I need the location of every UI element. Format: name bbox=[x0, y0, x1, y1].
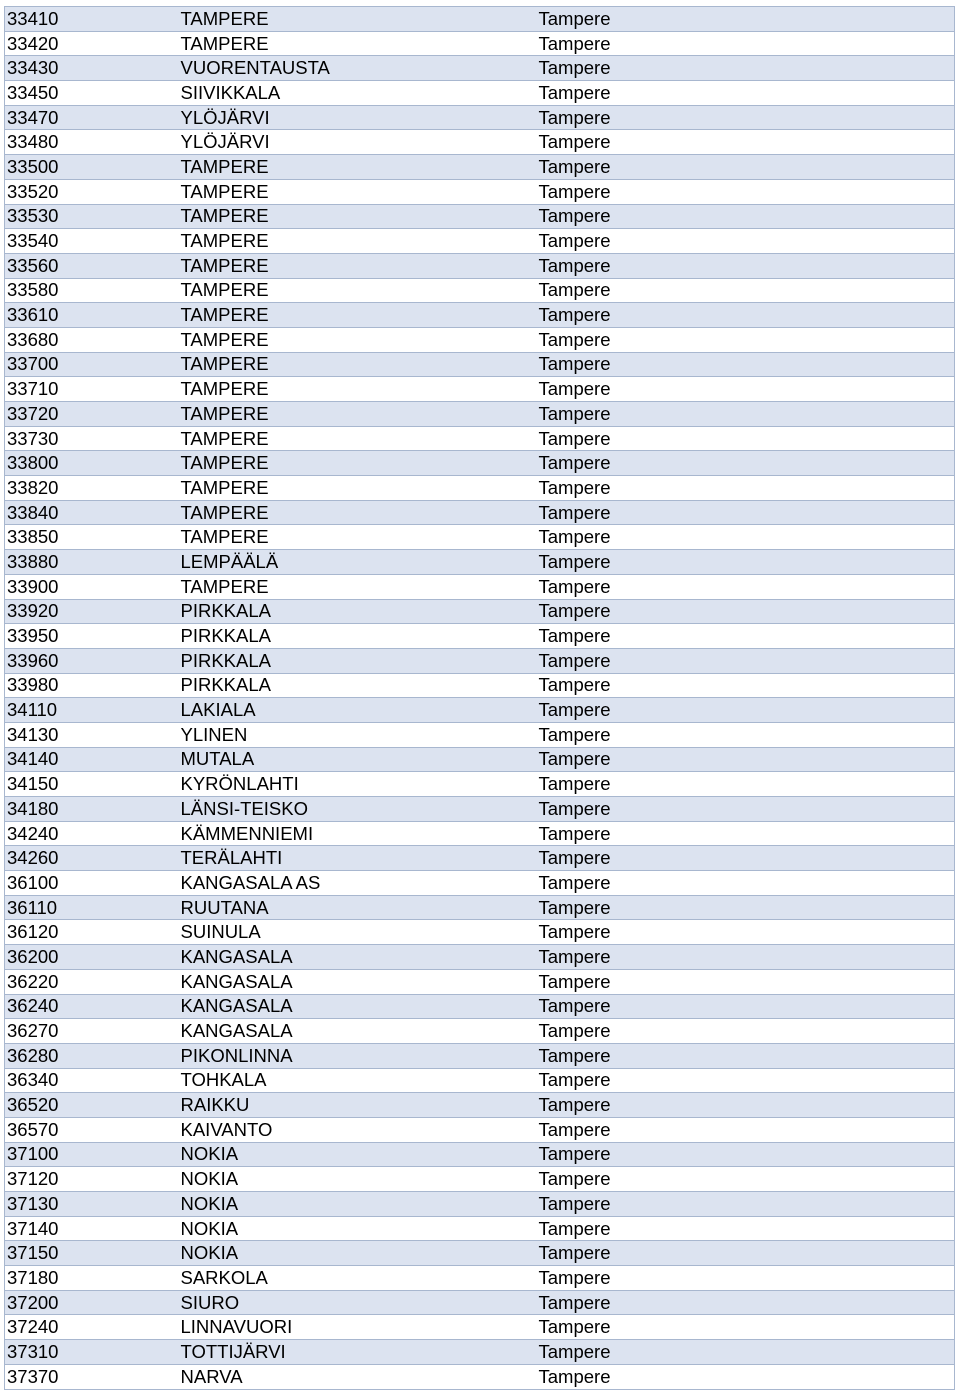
postal-code-cell: 33530 bbox=[5, 204, 179, 229]
region-cell: Tampere bbox=[537, 895, 955, 920]
table-row bbox=[5, 451, 955, 476]
place-name-cell: TAMPERE bbox=[179, 229, 537, 254]
postal-code-cell: 33960 bbox=[5, 648, 179, 673]
postal-code-cell: 36340 bbox=[5, 1068, 179, 1093]
place-name-cell: TAMPERE bbox=[179, 253, 537, 278]
postal-code-cell: 33480 bbox=[5, 130, 179, 155]
place-name-cell: TAMPERE bbox=[179, 500, 537, 525]
table-row bbox=[5, 155, 955, 180]
region-cell: Tampere bbox=[537, 81, 955, 106]
postal-code-cell: 37370 bbox=[5, 1364, 179, 1389]
region-cell: Tampere bbox=[537, 278, 955, 303]
postal-code-cell: 33850 bbox=[5, 525, 179, 550]
place-name-cell: TOHKALA bbox=[179, 1068, 537, 1093]
place-name-cell: TAMPERE bbox=[179, 426, 537, 451]
postal-code-cell: 34140 bbox=[5, 747, 179, 772]
place-name-cell: TAMPERE bbox=[179, 451, 537, 476]
region-cell: Tampere bbox=[537, 624, 955, 649]
place-name-cell: TOTTIJÄRVI bbox=[179, 1340, 537, 1365]
postal-code-table-body bbox=[5, 7, 955, 1390]
table-row bbox=[5, 253, 955, 278]
region-cell: Tampere bbox=[537, 1241, 955, 1266]
table-row bbox=[5, 994, 955, 1019]
region-cell: Tampere bbox=[537, 31, 955, 56]
table-row bbox=[5, 1093, 955, 1118]
postal-code-cell: 37120 bbox=[5, 1167, 179, 1192]
postal-code-cell: 33580 bbox=[5, 278, 179, 303]
postal-code-cell: 33730 bbox=[5, 426, 179, 451]
region-cell: Tampere bbox=[537, 451, 955, 476]
place-name-cell: NOKIA bbox=[179, 1192, 537, 1217]
table-row bbox=[5, 56, 955, 81]
region-cell: Tampere bbox=[537, 402, 955, 427]
postal-code-cell: 36220 bbox=[5, 969, 179, 994]
region-cell: Tampere bbox=[537, 772, 955, 797]
postal-code-cell: 33950 bbox=[5, 624, 179, 649]
region-cell: Tampere bbox=[537, 155, 955, 180]
table-row bbox=[5, 1364, 955, 1389]
place-name-cell: TAMPERE bbox=[179, 327, 537, 352]
table-row bbox=[5, 574, 955, 599]
region-cell: Tampere bbox=[537, 1192, 955, 1217]
place-name-cell: KÄMMENNIEMI bbox=[179, 821, 537, 846]
region-cell: Tampere bbox=[537, 377, 955, 402]
place-name-cell: TAMPERE bbox=[179, 377, 537, 402]
region-cell: Tampere bbox=[537, 1266, 955, 1291]
postal-code-cell: 33980 bbox=[5, 673, 179, 698]
postal-code-cell: 37180 bbox=[5, 1266, 179, 1291]
postal-code-cell: 33840 bbox=[5, 500, 179, 525]
place-name-cell: KANGASALA bbox=[179, 969, 537, 994]
table-row bbox=[5, 1192, 955, 1217]
table-row bbox=[5, 500, 955, 525]
table-row bbox=[5, 352, 955, 377]
region-cell: Tampere bbox=[537, 550, 955, 575]
place-name-cell: TAMPERE bbox=[179, 31, 537, 56]
place-name-cell: TAMPERE bbox=[179, 303, 537, 328]
place-name-cell: TAMPERE bbox=[179, 352, 537, 377]
postal-code-cell: 33500 bbox=[5, 155, 179, 180]
postal-code-cell: 36270 bbox=[5, 1019, 179, 1044]
postal-code-cell: 36520 bbox=[5, 1093, 179, 1118]
region-cell: Tampere bbox=[537, 722, 955, 747]
place-name-cell: VUORENTAUSTA bbox=[179, 56, 537, 81]
postal-code-cell: 33540 bbox=[5, 229, 179, 254]
place-name-cell: TAMPERE bbox=[179, 7, 537, 32]
postal-code-cell: 37200 bbox=[5, 1290, 179, 1315]
region-cell: Tampere bbox=[537, 105, 955, 130]
postal-code-cell: 33610 bbox=[5, 303, 179, 328]
table-row bbox=[5, 1315, 955, 1340]
region-cell: Tampere bbox=[537, 327, 955, 352]
postal-code-cell: 33710 bbox=[5, 377, 179, 402]
table-row bbox=[5, 426, 955, 451]
table-row bbox=[5, 797, 955, 822]
place-name-cell: NOKIA bbox=[179, 1241, 537, 1266]
postal-code-cell: 37140 bbox=[5, 1216, 179, 1241]
postal-code-cell: 36110 bbox=[5, 895, 179, 920]
place-name-cell: SIIVIKKALA bbox=[179, 81, 537, 106]
region-cell: Tampere bbox=[537, 1364, 955, 1389]
table-row bbox=[5, 179, 955, 204]
place-name-cell: LÄNSI-TEISKO bbox=[179, 797, 537, 822]
postal-code-cell: 33920 bbox=[5, 599, 179, 624]
region-cell: Tampere bbox=[537, 1167, 955, 1192]
table-row bbox=[5, 1043, 955, 1068]
postal-code-cell: 33680 bbox=[5, 327, 179, 352]
region-cell: Tampere bbox=[537, 1068, 955, 1093]
table-row bbox=[5, 871, 955, 896]
postal-code-cell: 36570 bbox=[5, 1117, 179, 1142]
table-row bbox=[5, 81, 955, 106]
table-row bbox=[5, 772, 955, 797]
postal-code-cell: 37150 bbox=[5, 1241, 179, 1266]
table-row bbox=[5, 278, 955, 303]
postal-code-cell: 34240 bbox=[5, 821, 179, 846]
table-row bbox=[5, 550, 955, 575]
table-row bbox=[5, 945, 955, 970]
table-row bbox=[5, 303, 955, 328]
postal-code-cell: 37130 bbox=[5, 1192, 179, 1217]
place-name-cell: YLÖJÄRVI bbox=[179, 130, 537, 155]
table-row bbox=[5, 476, 955, 501]
table-row bbox=[5, 1290, 955, 1315]
place-name-cell: NOKIA bbox=[179, 1142, 537, 1167]
place-name-cell: LINNAVUORI bbox=[179, 1315, 537, 1340]
table-row bbox=[5, 895, 955, 920]
table-row bbox=[5, 1068, 955, 1093]
table-row bbox=[5, 599, 955, 624]
place-name-cell: YLINEN bbox=[179, 722, 537, 747]
region-cell: Tampere bbox=[537, 352, 955, 377]
table-row bbox=[5, 722, 955, 747]
postal-code-cell: 33560 bbox=[5, 253, 179, 278]
table-row bbox=[5, 1117, 955, 1142]
table-row bbox=[5, 377, 955, 402]
region-cell: Tampere bbox=[537, 1315, 955, 1340]
region-cell: Tampere bbox=[537, 253, 955, 278]
table-row bbox=[5, 846, 955, 871]
table-row bbox=[5, 747, 955, 772]
region-cell: Tampere bbox=[537, 574, 955, 599]
table-row bbox=[5, 525, 955, 550]
postal-code-cell: 34110 bbox=[5, 698, 179, 723]
region-cell: Tampere bbox=[537, 426, 955, 451]
place-name-cell: KANGASALA AS bbox=[179, 871, 537, 896]
place-name-cell: RAIKKU bbox=[179, 1093, 537, 1118]
region-cell: Tampere bbox=[537, 130, 955, 155]
place-name-cell: RUUTANA bbox=[179, 895, 537, 920]
region-cell: Tampere bbox=[537, 500, 955, 525]
table-row bbox=[5, 969, 955, 994]
postal-code-cell: 33470 bbox=[5, 105, 179, 130]
table-row bbox=[5, 624, 955, 649]
place-name-cell: TAMPERE bbox=[179, 204, 537, 229]
place-name-cell: KAIVANTO bbox=[179, 1117, 537, 1142]
region-cell: Tampere bbox=[537, 673, 955, 698]
postal-code-cell: 34150 bbox=[5, 772, 179, 797]
postal-code-cell: 33820 bbox=[5, 476, 179, 501]
postal-code-cell: 37310 bbox=[5, 1340, 179, 1365]
place-name-cell: TAMPERE bbox=[179, 476, 537, 501]
postal-code-cell: 34260 bbox=[5, 846, 179, 871]
table-row bbox=[5, 1266, 955, 1291]
place-name-cell: KANGASALA bbox=[179, 945, 537, 970]
postal-code-cell: 33450 bbox=[5, 81, 179, 106]
place-name-cell: PIRKKALA bbox=[179, 624, 537, 649]
region-cell: Tampere bbox=[537, 1290, 955, 1315]
place-name-cell: LEMPÄÄLÄ bbox=[179, 550, 537, 575]
region-cell: Tampere bbox=[537, 204, 955, 229]
table-row bbox=[5, 105, 955, 130]
postal-code-cell: 36200 bbox=[5, 945, 179, 970]
region-cell: Tampere bbox=[537, 698, 955, 723]
region-cell: Tampere bbox=[537, 846, 955, 871]
postal-code-cell: 36100 bbox=[5, 871, 179, 896]
table-row bbox=[5, 402, 955, 427]
region-cell: Tampere bbox=[537, 648, 955, 673]
region-cell: Tampere bbox=[537, 1340, 955, 1365]
postal-code-cell: 33900 bbox=[5, 574, 179, 599]
region-cell: Tampere bbox=[537, 56, 955, 81]
region-cell: Tampere bbox=[537, 476, 955, 501]
table-row bbox=[5, 1340, 955, 1365]
place-name-cell: TAMPERE bbox=[179, 179, 537, 204]
place-name-cell: MUTALA bbox=[179, 747, 537, 772]
table-row bbox=[5, 327, 955, 352]
table-row bbox=[5, 1142, 955, 1167]
region-cell: Tampere bbox=[537, 945, 955, 970]
place-name-cell: TERÄLAHTI bbox=[179, 846, 537, 871]
region-cell: Tampere bbox=[537, 797, 955, 822]
region-cell: Tampere bbox=[537, 871, 955, 896]
region-cell: Tampere bbox=[537, 1142, 955, 1167]
place-name-cell: KANGASALA bbox=[179, 994, 537, 1019]
table-row bbox=[5, 1019, 955, 1044]
place-name-cell: KYRÖNLAHTI bbox=[179, 772, 537, 797]
region-cell: Tampere bbox=[537, 229, 955, 254]
region-cell: Tampere bbox=[537, 994, 955, 1019]
postal-code-cell: 34180 bbox=[5, 797, 179, 822]
table-row bbox=[5, 31, 955, 56]
region-cell: Tampere bbox=[537, 1117, 955, 1142]
table-row bbox=[5, 1216, 955, 1241]
place-name-cell: NOKIA bbox=[179, 1167, 537, 1192]
place-name-cell: PIRKKALA bbox=[179, 599, 537, 624]
table-row bbox=[5, 648, 955, 673]
postal-code-cell: 33520 bbox=[5, 179, 179, 204]
place-name-cell: KANGASALA bbox=[179, 1019, 537, 1044]
postal-code-cell: 36120 bbox=[5, 920, 179, 945]
postal-code-cell: 33430 bbox=[5, 56, 179, 81]
region-cell: Tampere bbox=[537, 7, 955, 32]
place-name-cell: TAMPERE bbox=[179, 525, 537, 550]
postal-code-cell: 36280 bbox=[5, 1043, 179, 1068]
postal-code-cell: 36240 bbox=[5, 994, 179, 1019]
table-row bbox=[5, 1167, 955, 1192]
region-cell: Tampere bbox=[537, 599, 955, 624]
region-cell: Tampere bbox=[537, 303, 955, 328]
region-cell: Tampere bbox=[537, 1216, 955, 1241]
region-cell: Tampere bbox=[537, 179, 955, 204]
postal-code-cell: 33420 bbox=[5, 31, 179, 56]
place-name-cell: TAMPERE bbox=[179, 278, 537, 303]
region-cell: Tampere bbox=[537, 747, 955, 772]
postal-code-cell: 37240 bbox=[5, 1315, 179, 1340]
place-name-cell: PIRKKALA bbox=[179, 648, 537, 673]
place-name-cell: TAMPERE bbox=[179, 402, 537, 427]
postal-code-cell: 33880 bbox=[5, 550, 179, 575]
region-cell: Tampere bbox=[537, 969, 955, 994]
region-cell: Tampere bbox=[537, 821, 955, 846]
region-cell: Tampere bbox=[537, 1043, 955, 1068]
table-row bbox=[5, 821, 955, 846]
postal-code-cell: 37100 bbox=[5, 1142, 179, 1167]
table-row bbox=[5, 229, 955, 254]
place-name-cell: NARVA bbox=[179, 1364, 537, 1389]
postal-code-cell: 33410 bbox=[5, 7, 179, 32]
region-cell: Tampere bbox=[537, 920, 955, 945]
postal-code-table bbox=[4, 6, 955, 1390]
postal-code-cell: 33720 bbox=[5, 402, 179, 427]
place-name-cell: PIKONLINNA bbox=[179, 1043, 537, 1068]
table-row bbox=[5, 698, 955, 723]
table-row bbox=[5, 204, 955, 229]
place-name-cell: SIURO bbox=[179, 1290, 537, 1315]
place-name-cell: NOKIA bbox=[179, 1216, 537, 1241]
table-row bbox=[5, 7, 955, 32]
place-name-cell: SARKOLA bbox=[179, 1266, 537, 1291]
region-cell: Tampere bbox=[537, 1019, 955, 1044]
postal-code-cell: 33800 bbox=[5, 451, 179, 476]
place-name-cell: YLÖJÄRVI bbox=[179, 105, 537, 130]
place-name-cell: TAMPERE bbox=[179, 155, 537, 180]
place-name-cell: SUINULA bbox=[179, 920, 537, 945]
table-row bbox=[5, 130, 955, 155]
place-name-cell: LAKIALA bbox=[179, 698, 537, 723]
place-name-cell: TAMPERE bbox=[179, 574, 537, 599]
postal-code-cell: 34130 bbox=[5, 722, 179, 747]
place-name-cell: PIRKKALA bbox=[179, 673, 537, 698]
table-row bbox=[5, 673, 955, 698]
table-row bbox=[5, 1241, 955, 1266]
region-cell: Tampere bbox=[537, 1093, 955, 1118]
table-row bbox=[5, 920, 955, 945]
postal-code-cell: 33700 bbox=[5, 352, 179, 377]
region-cell: Tampere bbox=[537, 525, 955, 550]
